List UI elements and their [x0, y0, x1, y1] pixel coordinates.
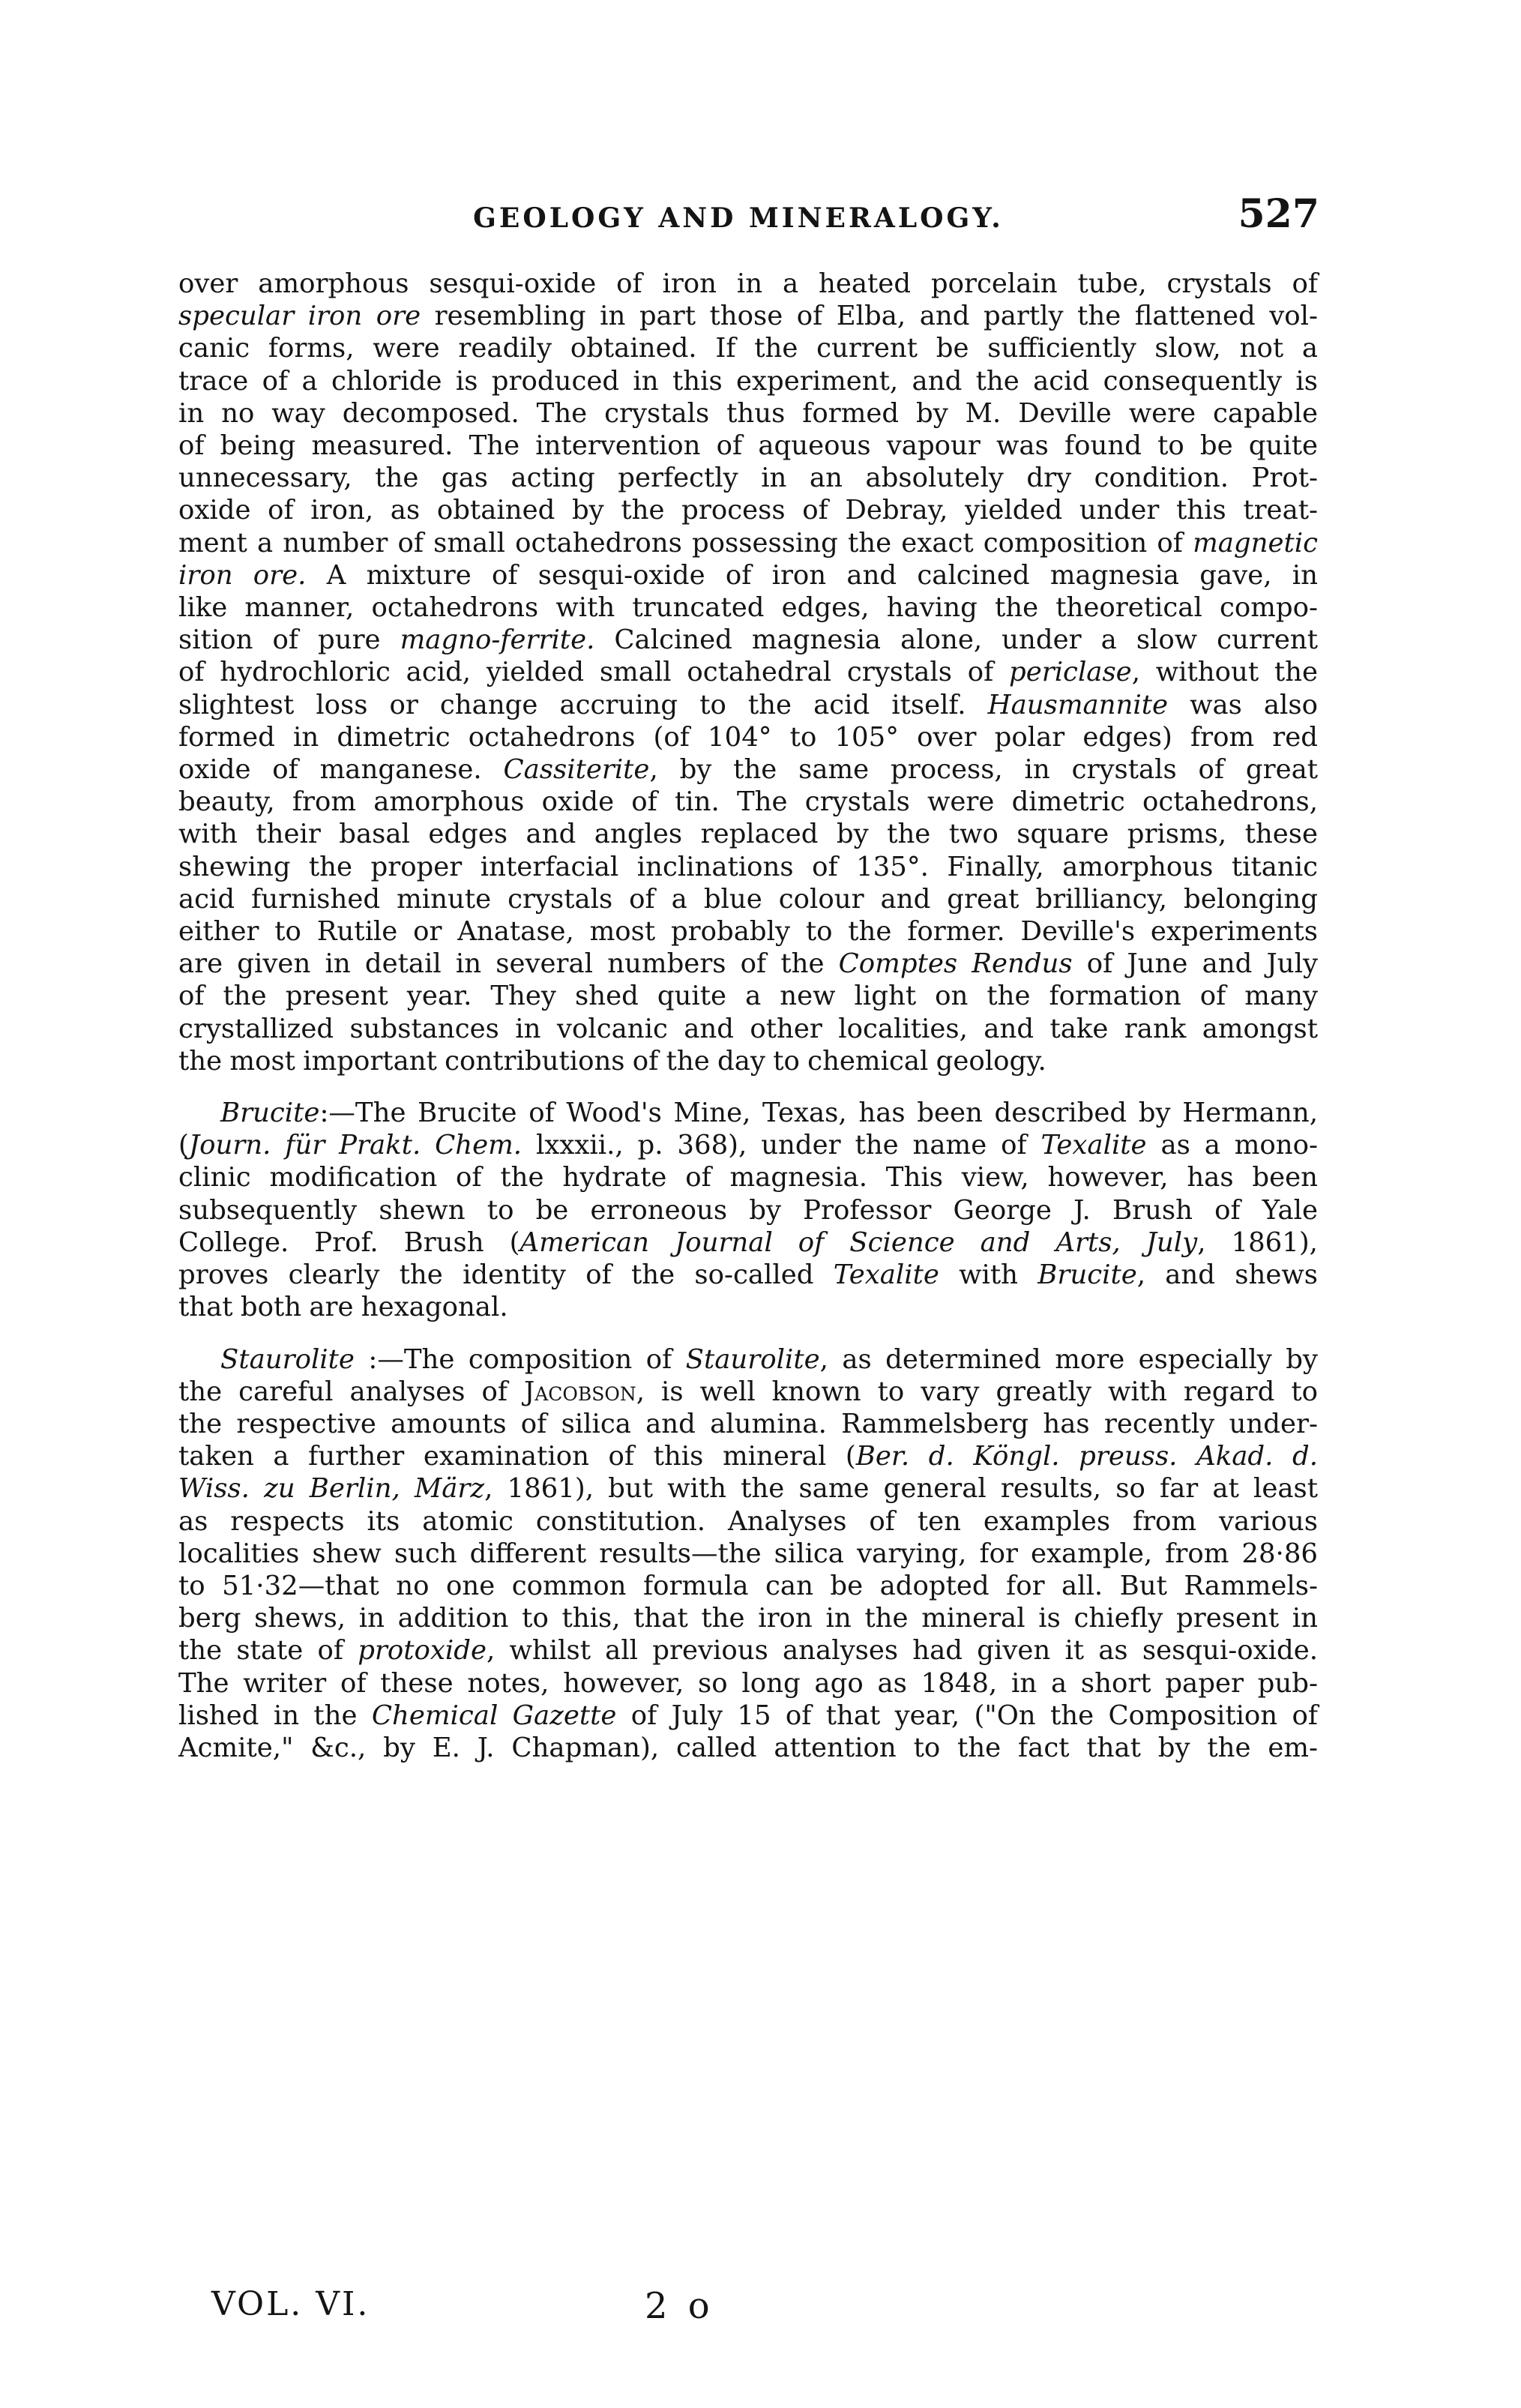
text-line — [178, 980, 1318, 1012]
text-run: , as determined more especially by — [819, 1343, 1318, 1375]
text-line — [178, 365, 1318, 397]
text-run: , whilst all previous analyses had given it as sesqui-oxide. — [487, 1635, 1318, 1667]
paragraph-gap — [178, 1324, 1318, 1343]
italic-wrapper — [1193, 528, 1318, 559]
text-run: :—The Brucite of Wood's Mine, Texas, has been described by Hermann, — [319, 1098, 1318, 1129]
text-run: taken a further examination of this mineral ( — [178, 1441, 856, 1472]
text-run: of being measured. The intervention of aqueous vapour was found to be quite — [178, 430, 1318, 462]
italic-wrapper — [189, 1130, 522, 1161]
italic-wrapper — [988, 690, 1168, 720]
text-line — [178, 462, 1318, 494]
text-run: , without the — [1131, 657, 1318, 688]
italic-wrapper — [400, 624, 595, 655]
text-line — [178, 1013, 1318, 1045]
text-line — [178, 1161, 1318, 1194]
text-line — [178, 592, 1318, 624]
text-line — [178, 1505, 1318, 1538]
text-line — [178, 268, 1318, 300]
text-run: the careful analyses of — [178, 1376, 524, 1407]
text-run: either to Rutile or Anatase, most probably to the former. Deville's experiments — [178, 916, 1318, 948]
text-run: slightest loss or change accruing to the acid itself. — [178, 689, 988, 720]
text-line — [178, 786, 1318, 818]
italic-run: magno-ferrite. — [400, 624, 595, 656]
text-run: lxxxii., p. 368), under the name of — [522, 1130, 1041, 1161]
volume-label: VOL. VI. — [211, 2285, 370, 2323]
italic-run: specular iron ore — [178, 301, 421, 332]
text-line — [178, 689, 1318, 721]
text-line — [178, 1538, 1318, 1570]
text-run: as respects its atomic constitution. Analyses of ten examples from various — [178, 1505, 1318, 1537]
text-line — [178, 1570, 1318, 1602]
italic-run: Texalite — [1040, 1130, 1147, 1161]
text-line — [178, 1472, 1318, 1505]
text-run: to 51·32—that no one common formula can be adopted for all. But Rammels- — [178, 1570, 1318, 1601]
text-line — [178, 1343, 1318, 1376]
italic-wrapper — [503, 754, 649, 785]
text-run: resembling in part those of Elba, and partly the flattened vol- — [421, 301, 1319, 332]
text-run: localities shew such different results—the silica varying, for example, from 28·86 — [178, 1538, 1318, 1569]
italic-run: Wiss. zu Berlin, März — [178, 1473, 485, 1505]
text-line — [178, 1259, 1318, 1291]
italic-run: Chemical Gazette — [371, 1700, 617, 1731]
body-text — [178, 268, 1318, 1764]
text-run: ( — [178, 1130, 189, 1161]
text-line — [178, 948, 1318, 980]
text-run: , 1861), but with the same general results, so far at least — [484, 1473, 1318, 1505]
italic-wrapper — [519, 1227, 1197, 1258]
text-run: with — [939, 1259, 1038, 1291]
italic-run: Hausmannite — [987, 689, 1169, 720]
text-run: berg shews, in addition to this, that the iron in the mineral is chiefly present in — [178, 1603, 1318, 1634]
italic-wrapper — [839, 948, 1073, 979]
text-line — [178, 1700, 1318, 1732]
text-line — [178, 721, 1318, 753]
italic-run: iron ore. — [178, 559, 307, 591]
page-number: 527 — [1238, 191, 1319, 237]
italic-run: Staurolite — [220, 1343, 355, 1375]
text-line — [178, 559, 1318, 592]
text-line — [178, 1045, 1318, 1077]
text-run: subsequently shewn to be erroneous by Professor George J. Brush of Yale — [178, 1194, 1318, 1226]
italic-run: Brucite — [220, 1098, 320, 1129]
text-line — [178, 915, 1318, 948]
italic-wrapper — [358, 1635, 487, 1666]
text-line — [178, 656, 1318, 688]
text-line — [178, 1129, 1318, 1161]
text-run: oxide of iron, as obtained by the process of Debray, yielded under this treat- — [178, 495, 1318, 526]
signature-mark: 2 o — [645, 2285, 714, 2327]
text-run: Acmite," &c., by E. J. Chapman), called attention to the fact that by the em- — [178, 1732, 1318, 1763]
italic-wrapper — [178, 1473, 484, 1504]
text-run: of the present year. They shed quite a new light on the formation of many — [178, 981, 1318, 1012]
italic-run: Texalite — [833, 1259, 939, 1291]
text-run: formed in dimetric octahedrons (of 104° to 105° over polar edges) from red — [178, 721, 1318, 753]
text-line — [178, 883, 1318, 915]
paragraph-staurolite — [178, 1343, 1318, 1765]
text-run: was also — [1168, 689, 1318, 720]
italic-wrapper — [220, 1098, 319, 1128]
italic-wrapper — [372, 1700, 617, 1731]
text-run: , by the same process, in crystals of great — [649, 754, 1319, 786]
italic-run: Journ. für Prakt. Chem. — [188, 1130, 522, 1161]
text-run: with their basal edges and angles replaced by the two square prisms, these — [178, 819, 1318, 850]
text-run: College. Prof. Brush ( — [178, 1226, 520, 1258]
paragraph-gap — [178, 1077, 1318, 1097]
italic-run: periclase — [1009, 657, 1132, 688]
italic-run: protoxide — [358, 1635, 487, 1667]
text-line — [178, 624, 1318, 656]
text-run: as a mono- — [1146, 1130, 1319, 1161]
italic-run: American Journal of Science and Arts, July — [519, 1226, 1198, 1258]
text-line — [178, 332, 1318, 364]
text-line — [178, 1732, 1318, 1764]
text-line — [178, 300, 1318, 332]
italic-wrapper — [834, 1259, 939, 1290]
text-run: clinic modification of the hydrate of magnesia. This view, however, has been — [178, 1162, 1318, 1194]
text-run: A mixture of sesqui-oxide of iron and calcined magnesia gave, in — [306, 559, 1318, 591]
text-run: :—The composition of — [354, 1343, 686, 1375]
text-line — [178, 1194, 1318, 1226]
italic-wrapper — [178, 560, 306, 591]
text-run: proves clearly the identity of the so-called — [178, 1259, 834, 1291]
text-line — [178, 1408, 1318, 1440]
text-line — [178, 494, 1318, 526]
text-line — [178, 527, 1318, 559]
running-head: GEOLOGY AND MINERALOGY. — [473, 202, 1004, 234]
text-run: of July 15 of that year, ("On the Composition of — [616, 1700, 1319, 1731]
italic-run: Brucite — [1037, 1259, 1137, 1291]
text-run: unnecessary, the gas acting perfectly in an absolutely dry condition. Prot- — [178, 463, 1318, 494]
text-line — [178, 1634, 1318, 1667]
text-run: , and shews — [1136, 1259, 1318, 1291]
text-run: like manner, octahedrons with truncated edges, having the theoretical compo- — [178, 592, 1318, 624]
small-caps-run: Jacobson — [523, 1376, 636, 1407]
text-run: in no way decomposed. The crystals thus formed by M. Deville were capable — [178, 397, 1318, 429]
text-line — [178, 397, 1318, 430]
italic-wrapper — [220, 1344, 355, 1375]
text-line — [178, 1226, 1318, 1259]
text-run: are given in detail in several numbers of the — [178, 948, 839, 980]
text-run: shewing the proper interfacial inclinations of 135°. Finally, amorphous titanic — [178, 851, 1318, 882]
text-line — [178, 851, 1318, 883]
italic-wrapper — [178, 301, 421, 331]
text-run: sition of pure — [178, 624, 400, 656]
italic-run: Staurolite — [685, 1343, 820, 1375]
paragraph-brucite — [178, 1097, 1318, 1323]
text-line — [178, 1291, 1318, 1323]
text-line — [178, 1602, 1318, 1634]
text-line — [178, 430, 1318, 462]
text-line — [178, 1376, 1318, 1408]
text-line — [178, 753, 1318, 786]
italic-wrapper — [686, 1344, 820, 1375]
italic-run: magnetic — [1193, 527, 1318, 559]
text-run: ment a number of small octahedrons possessing the exact composition of — [178, 527, 1193, 559]
italic-run: Cassiterite — [503, 754, 650, 786]
text-line — [178, 818, 1318, 850]
italic-wrapper — [1040, 1130, 1146, 1161]
text-run: canic forms, were readily obtained. If the current be sufficiently slow, not a — [178, 333, 1318, 364]
italic-wrapper — [1037, 1259, 1136, 1290]
text-run: lished in the — [178, 1700, 372, 1731]
italic-run: Comptes Rendus — [838, 948, 1073, 980]
text-run: acid furnished minute crystals of a blue colour and great brilliancy, belonging — [178, 883, 1318, 915]
text-run: of June and July — [1072, 948, 1318, 980]
text-run: the respective amounts of silica and alumina. Rammelsberg has recently under- — [178, 1408, 1318, 1439]
text-run: the state of — [178, 1635, 358, 1667]
text-run: Calcined magnesia alone, under a slow current — [594, 624, 1318, 656]
italic-run: Ber. d. Köngl. preuss. Akad. d. — [855, 1441, 1318, 1472]
text-run: the most important contributions of the day to chemical geology. — [178, 1045, 1046, 1077]
text-run: , 1861), — [1197, 1226, 1318, 1258]
text-run: The writer of these notes, however, so long ago as 1848, in a short paper pub- — [178, 1667, 1318, 1699]
text-run: over amorphous sesqui-oxide of iron in a heated porcelain tube, crystals of — [178, 268, 1318, 299]
italic-wrapper — [856, 1441, 1318, 1472]
text-line — [178, 1440, 1318, 1472]
text-run: beauty, from amorphous oxide of tin. The crystals were dimetric octahedrons, — [178, 786, 1318, 818]
paragraph-deville-crystals — [178, 268, 1318, 1077]
text-run: trace of a chloride is produced in this experiment, and the acid consequently is — [178, 365, 1318, 397]
text-run: oxide of manganese. — [178, 754, 504, 786]
text-run: of hydrochloric acid, yielded small octahedral crystals of — [178, 657, 1009, 688]
text-line — [178, 1097, 1318, 1129]
text-line — [178, 1667, 1318, 1700]
text-run: crystallized substances in volcanic and other localities, and take rank amongst — [178, 1013, 1318, 1044]
italic-wrapper — [1009, 657, 1132, 687]
text-run: that both are hexagonal. — [178, 1292, 508, 1323]
text-run: , is well known to vary greatly with regard to — [636, 1376, 1318, 1407]
